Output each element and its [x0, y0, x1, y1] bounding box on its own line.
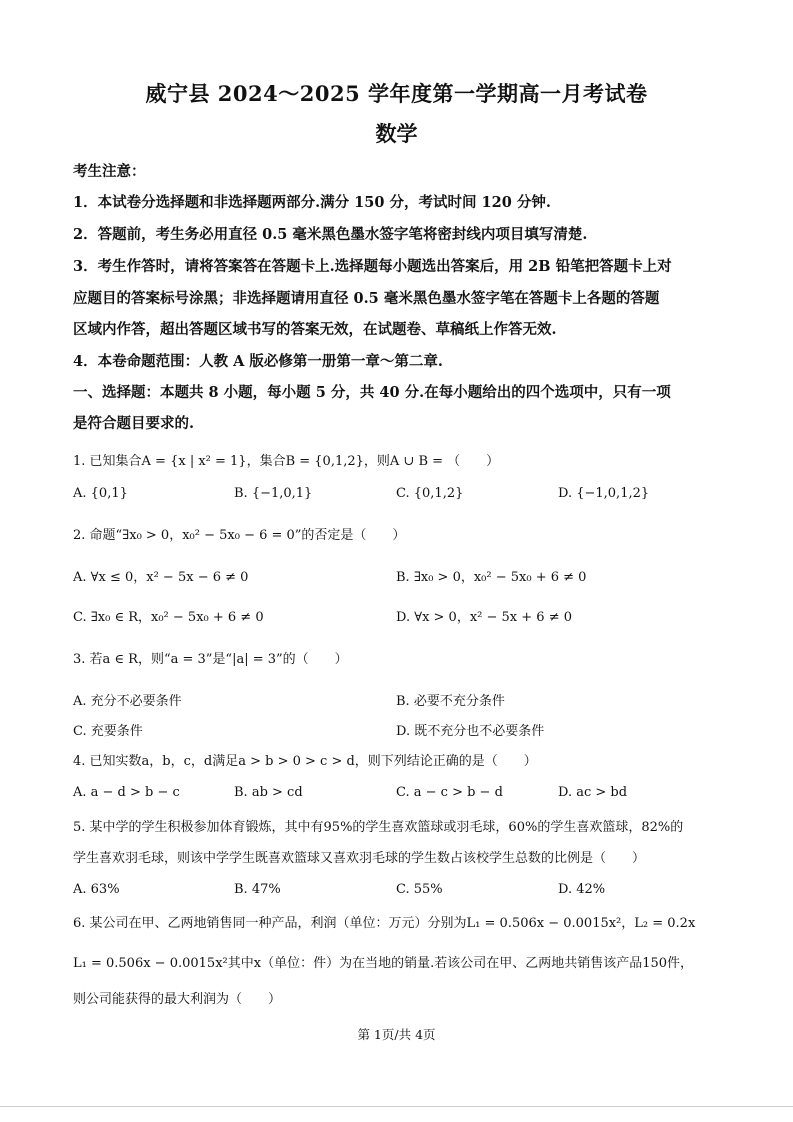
notice-item-3-line-3: 区域内作答，超出答题区域书写的答案无效，在试题卷、草稿纸上作答无效. [73, 321, 557, 338]
question-2-option-c: C. ∃x₀ ∈ R，x₀² − 5x₀ + 6 ≠ 0 [73, 610, 264, 625]
question-5-option-c: C. 55% [396, 882, 443, 897]
question-2-option-d: D. ∀x > 0，x² − 5x + 6 ≠ 0 [396, 610, 572, 625]
question-5-option-a: A. 63% [73, 882, 120, 897]
question-2-option-b: B. ∃x₀ > 0，x₀² − 5x₀ + 6 ≠ 0 [396, 570, 587, 585]
question-1-option-a: A. {0,1} [73, 486, 128, 501]
question-2-stem: 2. 命题“∃x₀ > 0，x₀² − 5x₀ − 6 = 0”的否定是（ ） [73, 528, 406, 543]
section-1-heading-line-1: 一、选择题：本题共 8 小题，每小题 5 分，共 40 分.在每小题给出的四个选项中，只有一项 [73, 384, 671, 401]
question-4-stem: 4. 已知实数a，b，c，d满足a > b > 0 > c > d，则下列结论正确的是（ ） [73, 754, 537, 769]
question-2-option-a: A. ∀x ≤ 0，x² − 5x − 6 ≠ 0 [73, 570, 249, 585]
question-1-option-c: C. {0,1,2} [396, 486, 464, 501]
question-3-stem: 3. 若a ∈ R，则“a = 3”是“|a| = 3”的（ ） [73, 652, 348, 667]
subject-title: 数学 [375, 121, 418, 146]
question-1-option-d: D. {−1,0,1,2} [558, 486, 650, 501]
question-3-option-b: B. 必要不充分条件 [396, 694, 505, 709]
notice-item-4: 4．本卷命题范围：人教 A 版必修第一册第一章～第二章. [73, 353, 443, 370]
question-6-stem-line-1: 6. 某公司在甲、乙两地销售同一种产品，利润（单位：万元）分别为L₁ = 0.506x − 0.0015x²，L₂ = 0.2x [73, 916, 696, 931]
notice-item-1: 1．本试卷分选择题和非选择题两部分.满分 150 分，考试时间 120 分钟. [73, 194, 551, 211]
section-1-heading-line-2: 是符合题目要求的. [73, 415, 195, 432]
question-3-option-c: C. 充要条件 [73, 724, 143, 739]
question-4-option-c: C. a − c > b − d [396, 785, 503, 800]
notice-item-2: 2．答题前，考生务必用直径 0.5 毫米黑色墨水签字笔将密封线内项目填写清楚. [73, 226, 588, 243]
notice-heading: 考生注意： [73, 163, 146, 180]
question-4-option-d: D. ac > bd [558, 785, 628, 800]
question-5-stem-line-2: 学生喜欢羽毛球，则该中学学生既喜欢篮球又喜欢羽毛球的学生数占该校学生总数的比例是（ ） [73, 851, 646, 866]
question-3-option-a: A. 充分不必要条件 [73, 694, 182, 709]
question-3-option-d: D. 既不充分也不必要条件 [396, 724, 545, 739]
page-footer: 第 1页/共 4页 [357, 1027, 436, 1042]
question-4-option-a: A. a − d > b − c [73, 785, 180, 800]
bottom-divider [0, 1106, 793, 1107]
notice-item-3-line-2: 应题目的答案标号涂黑；非选择题请用直径 0.5 毫米黑色墨水签字笔在答题卡上各题的答题 [73, 290, 660, 307]
question-5-option-b: B. 47% [234, 882, 281, 897]
question-1-stem: 1. 已知集合A = {x | x² = 1}，集合B = {0,1,2}，则A ∪ B = （ ） [73, 454, 500, 469]
question-5-stem-line-1: 5. 某中学的学生积极参加体育锻炼，其中有95%的学生喜欢篮球或羽毛球，60%的学生喜欢篮球，82%的 [73, 820, 684, 835]
question-6-stem-line-2: L₁ = 0.506x − 0.0015x²其中x（单位：件）为在当地的销量.若该公司在甲、乙两地共销售该产品150件， [73, 956, 694, 971]
question-4-option-b: B. ab > cd [234, 785, 303, 800]
exam-title: 威宁县 2024～2025 学年度第一学期高一月考试卷 [145, 81, 648, 106]
question-6-stem-line-3: 则公司能获得的最大利润为（ ） [73, 992, 282, 1007]
question-1-option-b: B. {−1,0,1} [234, 486, 313, 501]
notice-item-3-line-1: 3．考生作答时，请将答案答在答题卡上.选择题每小题选出答案后，用 2B 铅笔把答题卡上对 [73, 258, 672, 275]
question-5-option-d: D. 42% [558, 882, 606, 897]
